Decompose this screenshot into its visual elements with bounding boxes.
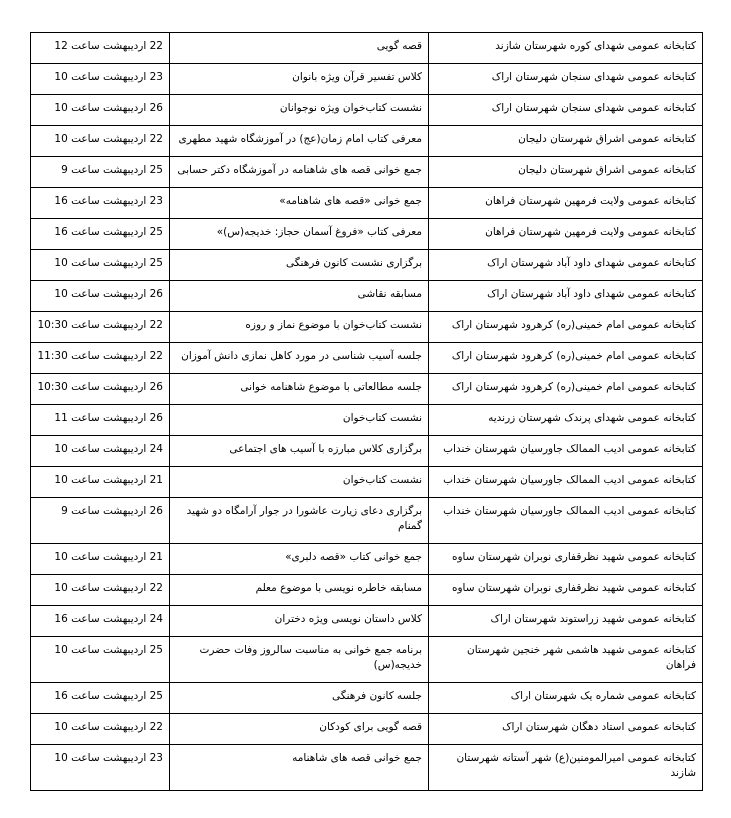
time-cell: 22 اردیبهشت ساعت 12 <box>31 33 170 64</box>
time-cell: 25 اردیبهشت ساعت 10 <box>31 250 170 281</box>
time-cell: 26 اردیبهشت ساعت 10 <box>31 281 170 312</box>
time-cell: 21 اردیبهشت ساعت 10 <box>31 544 170 575</box>
library-cell: کتابخانه عمومی شهدای سنجان شهرستان اراک <box>429 64 703 95</box>
time-cell: 26 اردیبهشت ساعت 10 <box>31 95 170 126</box>
table-row <box>31 745 703 791</box>
program-cell: برگزاری کلاس مبارزه با آسیب های اجتماعی <box>170 436 429 467</box>
time-cell: 25 اردیبهشت ساعت 16 <box>31 683 170 714</box>
program-cell: نشست کتاب‌خوان <box>170 467 429 498</box>
table-row <box>31 683 703 714</box>
table-row <box>31 544 703 575</box>
program-cell: جمع خوانی قصه های شاهنامه <box>170 745 429 791</box>
library-cell: کتابخانه عمومی امام خمینی(ره) کرهرود شهرستان اراک <box>429 343 703 374</box>
table-row <box>31 714 703 745</box>
table-row <box>31 188 703 219</box>
table-row <box>31 343 703 374</box>
library-cell: کتابخانه عمومی شهدای پرندک شهرستان زرندیه <box>429 405 703 436</box>
program-cell: نشست کتاب‌خوان با موضوع نماز و روزه <box>170 312 429 343</box>
time-cell: 26 اردیبهشت ساعت 9 <box>31 498 170 544</box>
program-cell: جمع خوانی کتاب «قصه دلبری» <box>170 544 429 575</box>
library-cell: کتابخانه عمومی شهید هاشمی شهر خنجین شهرستان فراهان <box>429 637 703 683</box>
program-cell: کلاس تفسیر قرآن ویژه بانوان <box>170 64 429 95</box>
library-cell: کتابخانه عمومی شهید زراستوند شهرستان اراک <box>429 606 703 637</box>
library-cell: کتابخانه عمومی امام خمینی(ره) کرهرود شهرستان اراک <box>429 312 703 343</box>
time-cell: 26 اردیبهشت ساعت 10:30 <box>31 374 170 405</box>
library-cell: کتابخانه عمومی شهدای داود آباد شهرستان اراک <box>429 250 703 281</box>
program-cell: مسابقه خاطره نویسی با موضوع معلم <box>170 575 429 606</box>
time-cell: 22 اردیبهشت ساعت 11:30 <box>31 343 170 374</box>
library-cell: کتابخانه عمومی شهدای سنجان شهرستان اراک <box>429 95 703 126</box>
table-row <box>31 467 703 498</box>
program-cell: برگزاری نشست کانون فرهنگی <box>170 250 429 281</box>
program-cell: جلسه آسیب شناسی در مورد کاهل نمازی دانش آموزان <box>170 343 429 374</box>
program-cell: قصه گویی برای کودکان <box>170 714 429 745</box>
time-cell: 23 اردیبهشت ساعت 16 <box>31 188 170 219</box>
table-row <box>31 219 703 250</box>
program-cell: نشست کتاب‌خوان ویژه نوجوانان <box>170 95 429 126</box>
library-cell: کتابخانه عمومی ولایت فرمهین شهرستان فراهان <box>429 219 703 250</box>
library-cell: کتابخانه عمومی شماره یک شهرستان اراک <box>429 683 703 714</box>
time-cell: 25 اردیبهشت ساعت 10 <box>31 637 170 683</box>
program-cell: جلسه کانون فرهنگی <box>170 683 429 714</box>
program-cell: جمع خوانی قصه های شاهنامه در آموزشگاه دکتر حسابی <box>170 157 429 188</box>
library-cell: کتابخانه عمومی امیرالمومنین(ع) شهر آستانه شهرستان شازند <box>429 745 703 791</box>
table-row <box>31 575 703 606</box>
program-cell: قصه گویی <box>170 33 429 64</box>
time-cell: 26 اردیبهشت ساعت 11 <box>31 405 170 436</box>
library-cell: کتابخانه عمومی ادیب الممالک جاورسیان شهرستان خنداب <box>429 467 703 498</box>
program-cell: کلاس داستان نویسی ویژه دختران <box>170 606 429 637</box>
program-cell: معرفی کتاب امام زمان(عج) در آموزشگاه شهید مطهری <box>170 126 429 157</box>
library-cell: کتابخانه عمومی شهید نظرقفاری نوبران شهرستان ساوه <box>429 575 703 606</box>
table-row <box>31 64 703 95</box>
time-cell: 24 اردیبهشت ساعت 16 <box>31 606 170 637</box>
program-cell: برگزاری دعای زیارت عاشورا در جوار آرامگاه دو شهید گمنام <box>170 498 429 544</box>
table-row <box>31 157 703 188</box>
table-row <box>31 33 703 64</box>
program-cell: نشست کتاب‌خوان <box>170 405 429 436</box>
library-cell: کتابخانه عمومی شهید نظرقفاری نوبران شهرستان ساوه <box>429 544 703 575</box>
time-cell: 22 اردیبهشت ساعت 10 <box>31 126 170 157</box>
library-cell: کتابخانه عمومی ولایت فرمهین شهرستان فراهان <box>429 188 703 219</box>
time-cell: 22 اردیبهشت ساعت 10:30 <box>31 312 170 343</box>
program-cell: معرفی کتاب «فروغ آسمان حجاز: خدیجه(س)» <box>170 219 429 250</box>
time-cell: 24 اردیبهشت ساعت 10 <box>31 436 170 467</box>
events-table-body <box>31 33 703 791</box>
program-cell: جمع خوانی «قصه های شاهنامه» <box>170 188 429 219</box>
time-cell: 21 اردیبهشت ساعت 10 <box>31 467 170 498</box>
time-cell: 22 اردیبهشت ساعت 10 <box>31 575 170 606</box>
events-table <box>30 32 703 791</box>
time-cell: 22 اردیبهشت ساعت 10 <box>31 714 170 745</box>
program-cell: برنامه جمع خوانی به مناسبت سالروز وفات حضرت خدیجه(س) <box>170 637 429 683</box>
table-row <box>31 281 703 312</box>
program-cell: جلسه مطالعاتی با موضوع شاهنامه خوانی <box>170 374 429 405</box>
table-row <box>31 498 703 544</box>
library-cell: کتابخانه عمومی استاد دهگان شهرستان اراک <box>429 714 703 745</box>
library-cell: کتابخانه عمومی امام خمینی(ره) کرهرود شهرستان اراک <box>429 374 703 405</box>
time-cell: 25 اردیبهشت ساعت 9 <box>31 157 170 188</box>
library-cell: کتابخانه عمومی شهدای داود آباد شهرستان اراک <box>429 281 703 312</box>
table-row <box>31 606 703 637</box>
library-cell: کتابخانه عمومی ادیب الممالک جاورسیان شهرستان خنداب <box>429 436 703 467</box>
table-row <box>31 126 703 157</box>
library-cell: کتابخانه عمومی اشراق شهرستان دلیجان <box>429 157 703 188</box>
library-cell: کتابخانه عمومی ادیب الممالک جاورسیان شهرستان خنداب <box>429 498 703 544</box>
table-row <box>31 374 703 405</box>
table-row <box>31 637 703 683</box>
table-row <box>31 312 703 343</box>
table-row <box>31 405 703 436</box>
table-row <box>31 95 703 126</box>
program-cell: مسابقه نقاشی <box>170 281 429 312</box>
table-row <box>31 436 703 467</box>
table-row <box>31 250 703 281</box>
time-cell: 23 اردیبهشت ساعت 10 <box>31 64 170 95</box>
library-cell: کتابخانه عمومی اشراق شهرستان دلیجان <box>429 126 703 157</box>
library-cell: کتابخانه عمومی شهدای کوره شهرستان شازند <box>429 33 703 64</box>
time-cell: 23 اردیبهشت ساعت 10 <box>31 745 170 791</box>
time-cell: 25 اردیبهشت ساعت 16 <box>31 219 170 250</box>
